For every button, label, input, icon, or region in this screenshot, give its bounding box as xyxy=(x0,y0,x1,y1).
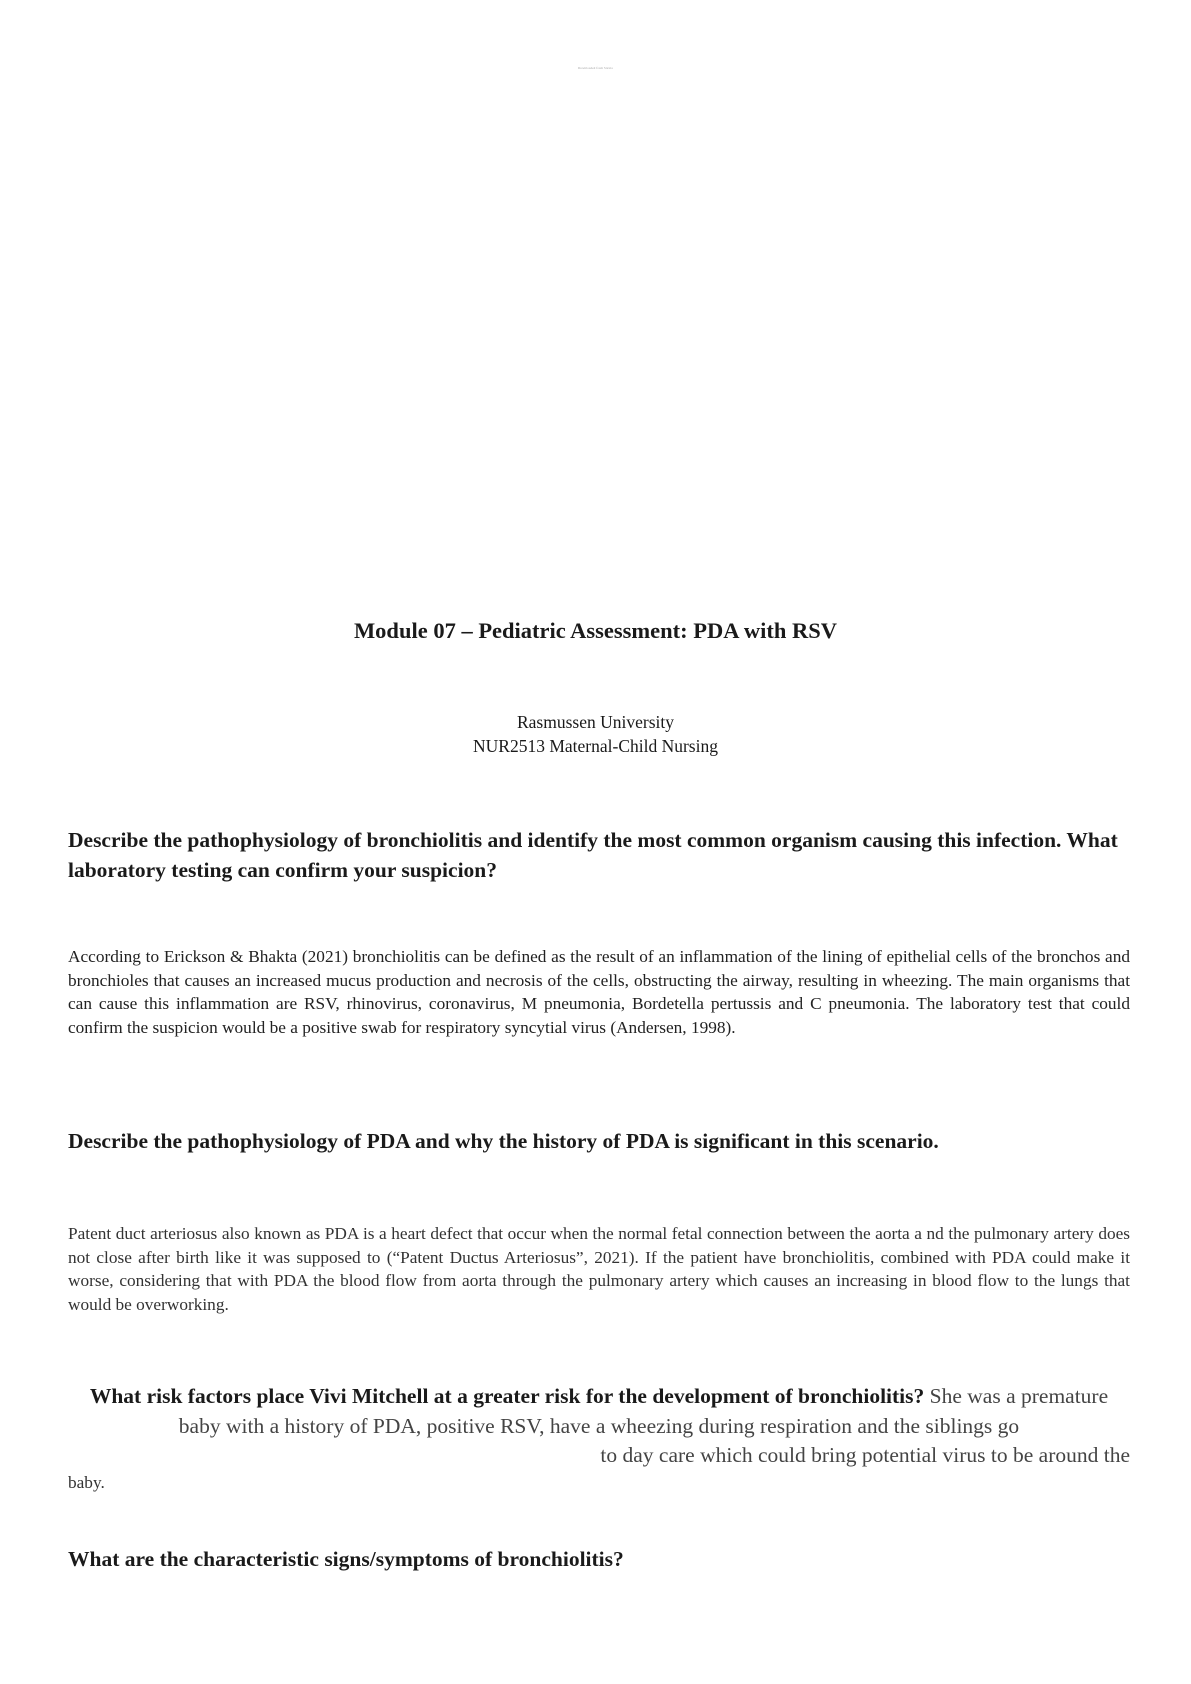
course-name: NUR2513 Maternal-Child Nursing xyxy=(473,736,718,756)
risk-factors-text xyxy=(68,1382,1130,1471)
answer-pathophysiology-pda: Patent duct arteriosus also known as PDA is a heart defect that occur when the normal fetal connection between the aorta a nd the pulmonary artery does not close after birth like it was supposed to (“Patent Ductus Arteriosus”, 2021). If the patient have bronchiolitis, combined with PDA could make it worse, considering that with PDA the blood flow from aorta through the pulmonary artery which causes an increasing in blood flow to the lungs that would be overworking. xyxy=(68,1224,1130,1314)
document-title: Module 07 – Pediatric Assessment: PDA with RSV xyxy=(353,618,838,643)
answer-risk-factors-part3: baby. xyxy=(68,1472,105,1492)
answer-risk-factors-part1: She was a premature baby with a history of PDA, positive RSV, have a wheezing during respiration and the siblings go xyxy=(178,1384,1109,1438)
answer-pathophysiology-bronchiolitis: According to Erickson & Bhakta (2021) bronchiolitis can be defined as the result of an inflammation of the lining of epithelial cells of the bronchos and bronchioles that causes an increased mucus production and necrosis of the cells, obstructing the airway, resulting in wheezing. The main organisms that can cause this inflammation are RSV, rhinovirus, coronavirus, M pneumonia, Bordetella pertussis and C pneumonia. The laboratory test that could confirm the suspicion would be a positive swab for respiratory syncytial virus (Andersen, 1998). xyxy=(68,947,1130,1037)
page-header-watermark: Downloaded from Stuvia xyxy=(578,66,613,70)
question-risk-factors: What risk factors place Vivi Mitchell at a greater risk for the development of bronchiolitis? xyxy=(89,1384,925,1408)
question-signs-symptoms: What are the characteristic signs/symptoms of bronchiolitis? xyxy=(68,1547,624,1571)
risk-factors-section xyxy=(68,1382,1130,1495)
question-pathophysiology-bronchiolitis: Describe the pathophysiology of bronchiolitis and identify the most common organism causing this infection. What laboratory testing can confirm your suspicion? xyxy=(68,828,1118,882)
answer-risk-factors-part2: to day care which could bring potential virus to be around the xyxy=(600,1443,1130,1467)
institution-name: Rasmussen University xyxy=(516,712,674,732)
question-pathophysiology-pda: Describe the pathophysiology of PDA and why the history of PDA is significant in this scenario. xyxy=(68,1129,939,1153)
affiliation-block xyxy=(0,710,1191,758)
